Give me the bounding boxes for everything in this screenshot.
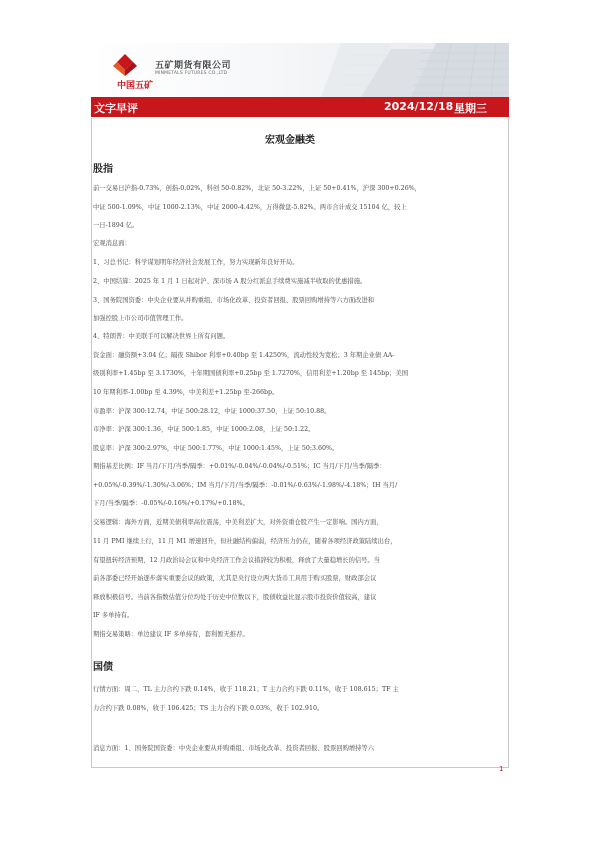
company-name-en: MINMETALS FUTURES CO.,LTD: [155, 71, 228, 76]
text-line: 3、国务院国资委：中央企业要从并购重组、市场化改革、投资者回报、股票回购增持等六方面改进和: [93, 297, 375, 304]
text-line: 消息方面：1、国务院国资委：中央企业要从并购重组、市场化改革、投资者回报、股票回购增持等六: [93, 745, 375, 752]
text-line: 资金面：融资额+3.04 亿；隔夜 Shibor 利率+0.40bp 至 1.4250%，流动性较为宽松；3 年期企业债 AA-: [93, 352, 395, 359]
text-line: 市盈率：沪深 300:12.74，中证 500:28.12，中证 1000:37.50，上证 50:10.88。: [93, 408, 331, 415]
text-line: 10 年期利率-1.00bp 至 4.39%，中美利差+1.25bp 至-266bp。: [93, 389, 279, 396]
section-title: 宏观金融类: [265, 135, 315, 146]
text-line: 中证 500-1.09%，中证 1000-2.13%，中证 2000-4.42%，万得微盘-5.82%。两市合计成交 15104 亿，较上: [93, 204, 407, 211]
text-line: 前一交易日沪指-0.73%，创指-0.02%，科创 50-0.82%，北证 50-3.22%，上证 50+0.41%，沪深 300+0.26%，: [93, 185, 421, 192]
text-line: 交易逻辑：海外方面，近期美债利率高位震荡，中美利差扩大，对外资重仓股产生一定影响。国内方面，: [93, 519, 383, 526]
text-line: 有望扭转经济预期，12 月政治局会议和中央经济工作会议措辞较为积极，释放了大量稳增长的信号。当: [93, 557, 381, 564]
text-line: 加强控股上市公司市值管理工作。: [93, 315, 188, 322]
text-line: 力合约下跌 0.08%，收于 106.425；TS 主力合约下跌 0.03%，收于 102.910。: [93, 705, 324, 712]
text-line: 期指交易策略：单边建议 IF 多单持有，套利暂无推荐。: [93, 631, 249, 638]
stock-index-heading: 股指: [93, 164, 113, 175]
text-line: 11 月 PMI 继续上行，11 月 M1 增速回升，但社融结构偏弱，经济压力仍在，随着各项经济政策陆续出台，: [93, 538, 397, 545]
report-type: 文字早评: [94, 102, 138, 115]
text-line: 2、中国结算：2025 年 1 月 1 日起对沪、深市场 A 股分红派息手续费实施减半收取的优惠措施。: [93, 278, 367, 285]
report-date: 2024/12/18: [384, 100, 454, 113]
text-line: 期指基差比例：IF 当月/下月/当季/隔季：+0.01%/-0.04%/-0.04%/-0.51%；IC 当月/下月/当季/隔季：: [93, 463, 386, 470]
company-name-cn: 五矿期货有限公司: [155, 61, 232, 71]
text-line: 级别利率+1.45bp 至 3.1730%，十年期国债利率+0.25bp 至 1.7270%，信用利差+1.20bp 至 145bp；美国: [93, 370, 409, 377]
text-line: 一日-1894 亿。: [93, 222, 139, 229]
text-line: 4、特朗普：中美联手可以解决世界上所有问题。: [93, 333, 230, 340]
text-line: 宏观消息面：: [93, 240, 131, 247]
text-line: 股息率：沪深 300:2.97%，中证 500:1.77%，中证 1000:1.45%，上证 50:3.60%。: [93, 445, 339, 452]
text-line: +0.05%/-0.39%/-1.30%/-3.06%；IM 当月/下月/当季/隔季：-0.01%/-0.63%/-1.98%/-4.18%；IH 当月/: [93, 482, 398, 489]
text-line: IF 多单持有。: [93, 612, 134, 619]
text-line: 市净率：沪深 300:1.36，中证 500:1.85，中证 1000:2.08，上证 50:1.22。: [93, 426, 315, 433]
company-logo: [105, 52, 245, 91]
logo-text: 中国五矿: [117, 81, 154, 91]
report-title-bar: [91, 97, 509, 117]
treasury-heading: 国债: [93, 662, 113, 673]
text-line: 释放积极信号。当前各指数估值分位均处于历史中位数以下，股债收益比显示股市投资价值较高，建议: [93, 594, 377, 601]
text-line: 行情方面：周二，TL 主力合约下跌 0.14%，收于 118.21；T 主力合约下跌 0.11%，收于 108.615；TF 主: [93, 686, 399, 693]
report-weekday: 星期三: [454, 102, 487, 115]
text-line: 下月/当季/隔季：-0.05%/-0.16%/+0.17%/+0.18%。: [93, 500, 249, 507]
text-line: 1、习总书记：科学谋划明年经济社会发展工作，努力实现新年良好开局。: [93, 259, 299, 266]
page-number: 1: [499, 765, 504, 773]
text-line: 前各部委已经开始逐步落实重要会议的政策，尤其是央行设立两大货币工具用于购买股票，财政部会议: [93, 575, 377, 582]
